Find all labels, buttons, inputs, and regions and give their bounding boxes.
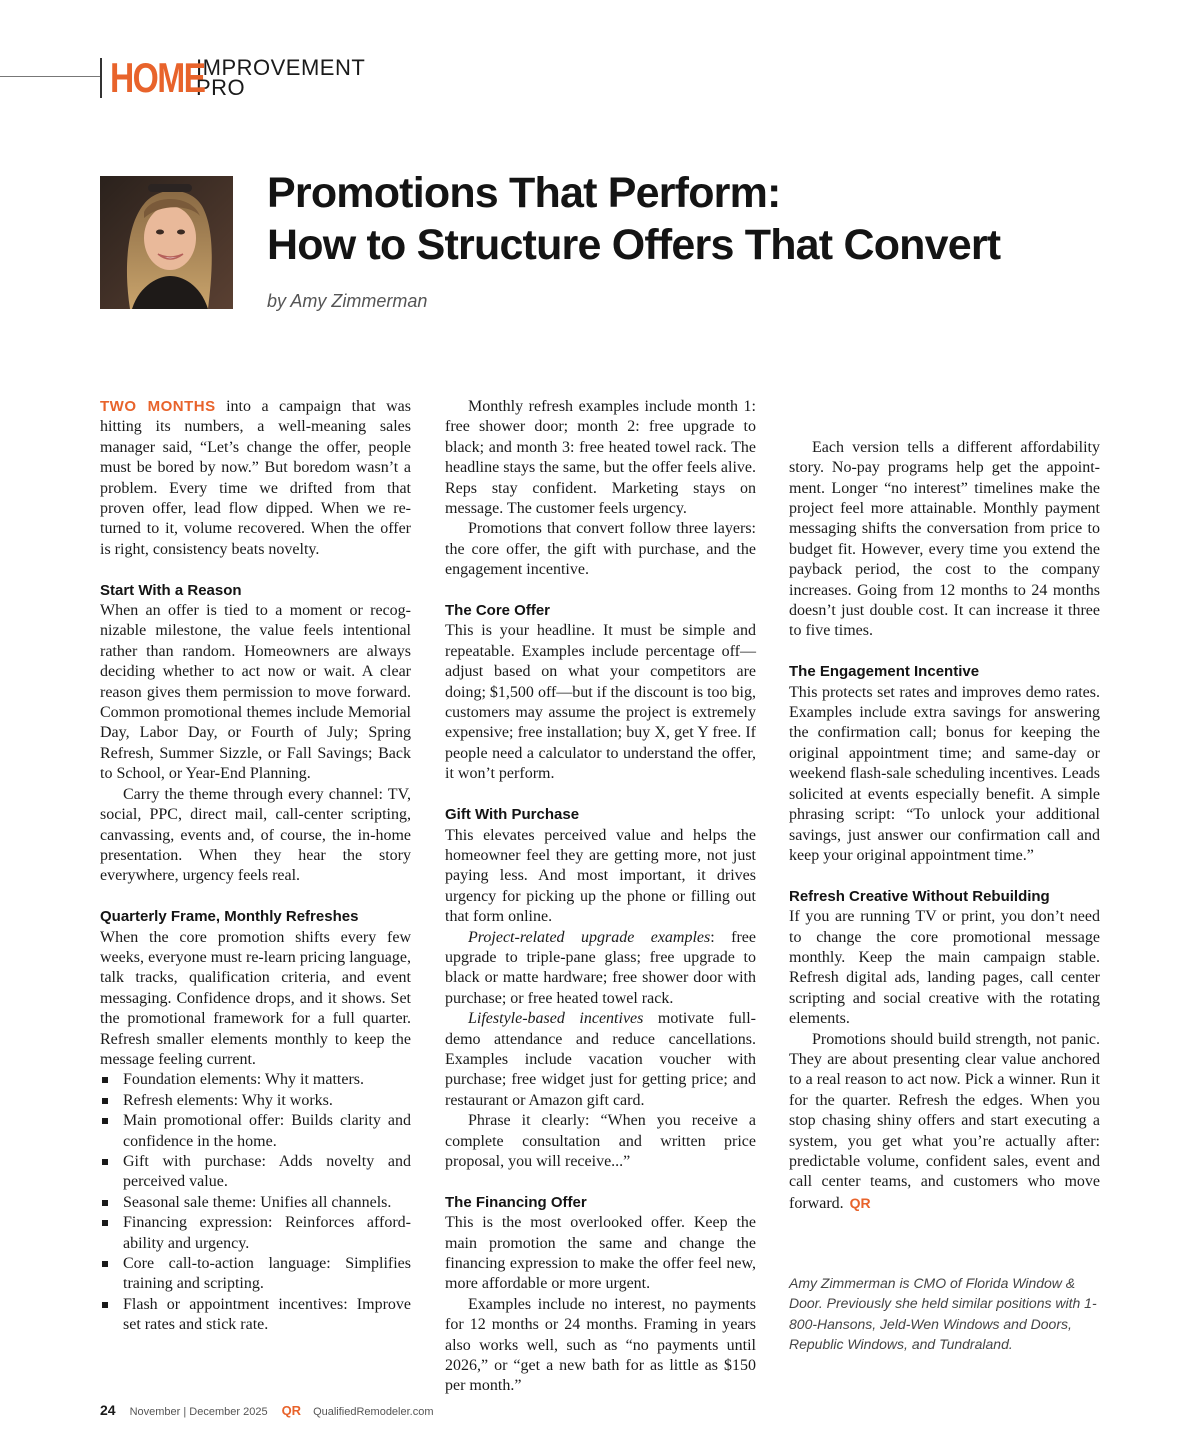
paragraph: Each version tells a different affordability story. No-pay programs help get the appointment. Longer “no interest” timelines make the project feel more attainable. Monthly payment messaging shifts the conversation from price to budget fit. However, every time you extend the payback period, the cost to the company increases. Going from 12 months to 24 months doesn’t just double cost. It can increase it three to five times. (789, 438, 1100, 640)
heading-gift-with-purchase: Gift With Purchase (445, 806, 580, 824)
author-bio: Amy Zimmerman is CMO of Florida Window & Door. Previously she held similar positions with 1-800-Hansons, Jeld-Wen Windows and Doors, Republic Windows, and Tundraland. (789, 1275, 1097, 1353)
paragraph-text: motivate full-demo attendance and reduce cancellations. Examples include vacation voucher with purchase; free widget just for getting price; and restaurant or Amazon gift card. (445, 1010, 757, 1109)
masthead-improvement: IMPROVEMENT (196, 55, 366, 80)
bullet-item: Main promotional offer: Builds clarity and confidence in the home. (100, 1111, 411, 1152)
paragraph: When an offer is tied to a moment or recognizable milestone, the value feels intentional rather than random. Homeowners are always deciding whether to act now or wait. A clear reason gives them permission to move forward. Common promotional themes include Memorial Day, Labor Day, or Fourth of July; Spring Refresh, Summer Sizzle, or Fall Savings; Back to School, or Year-End Planning. (100, 602, 411, 783)
heading-quarterly-frame: Quarterly Frame, Monthly Refreshes (100, 908, 359, 926)
site-url: QualifiedRemodeler.com (313, 1406, 434, 1418)
bullet-item: Flash or appointment incentives: Improve set rates and stick rate. (100, 1295, 411, 1336)
bullet-item: Refresh elements: Why it works. (100, 1091, 411, 1111)
paragraph: When the core promotion shifts every few weeks, everyone must re-learn pricing language, talk tracks, qualification criteria, and event messaging. Confidence drops, and it shows. Set the promotional framework for a full quarter. Refresh smaller elements monthly to keep the message feeling current. (100, 928, 411, 1068)
paragraph-text: : free upgrade to triple-pane glass; free upgrade to black or matte hardware; free shower door with purchase; or free heated towel rack. (445, 928, 756, 1007)
paragraph: Carry the theme through every channel: TV, social, PPC, direct mail, call-center scripting, canvassing, events and, of course, the in-home presentation. When they hear the story everywhere, urgency feels real. (100, 785, 411, 885)
paragraph (445, 928, 756, 1010)
article-title (267, 167, 1000, 271)
bullet-item: Core call-to-action language: Simplifies training and scripting. (100, 1254, 411, 1295)
end-mark: QR (849, 1194, 871, 1211)
title-line-2: How to Structure Offers That Convert (267, 221, 1001, 269)
intro-paragraph (100, 397, 411, 560)
paragraph: Monthly refresh examples include month 1: free shower door; month 2: free upgrade to black; and month 3: free heated towel rack. The headline stays the same, but the offer feels alive. Reps stay confident. Marketing stays on message. The customer feels urgency. (445, 398, 756, 518)
author-photo (100, 176, 233, 309)
page-number: 24 (100, 1402, 116, 1418)
paragraph (445, 1009, 756, 1111)
bullet-item: Foundation elements: Why it matters. (100, 1070, 411, 1090)
paragraph: This elevates perceived value and helps the homeowner feel they are getting more, not just paying less. And most important, it drives urgency for picking up the phone or filling out that form online. (445, 826, 756, 926)
masthead-home: HOME (110, 54, 205, 101)
heading-financing-offer: The Financing Offer (445, 1193, 587, 1211)
issue-date: November | December 2025 (129, 1406, 268, 1418)
bullet-list (100, 1070, 411, 1335)
column-2 (445, 397, 756, 1397)
heading-start-with-reason: Start With a Reason (100, 581, 242, 599)
bullet-item: Seasonal sale theme: Unifies all channels. (100, 1193, 411, 1213)
paragraph: Phrase it clearly: “When you receive a complete consultation and written price proposal, you will receive...” (445, 1112, 756, 1170)
bullet-item: Gift with purchase: Adds novelty and perceived value. (100, 1152, 411, 1193)
title-line-1: Promotions That Perform: (267, 169, 781, 217)
lead-in: TWO MONTHS (100, 398, 216, 415)
intro-text: into a campaign that was hitting its numbers, a well-meaning sales manager said, “Let’s change the offer, people must be bored by now.” But boredom wasn’t a problem. Every time we drifted from that proven offer, lead flow dipped. When we returned to it, volume recovered. When the offer is right, consistency beats novelty. (100, 398, 412, 558)
column-1 (100, 397, 411, 1336)
paragraph-text: Promotions should build strength, not panic. They are about presenting clear value anchored to a real reason to act now. Pick a winner. Run it for the quarter. Refresh the edges. When you stop chasing shiny offers and start executing a system, you get what you’re actually after: predictable volume, confident sales, event and call center teams, and customers who move forward. (789, 1030, 1100, 1212)
emphasis: Lifestyle-based incentives (468, 1010, 644, 1028)
bullet-item: Financing expression: Reinforces affordability and urgency. (100, 1213, 411, 1254)
paragraph: Promotions that convert follow three layers: the core offer, the gift with purchase, and the engagement incentive. (445, 520, 756, 579)
page-footer (100, 1402, 434, 1418)
masthead-pro: PRO (196, 75, 246, 100)
heading-refresh-creative: Refresh Creative Without Rebuilding (789, 887, 1050, 905)
paragraph: Examples include no interest, no payments for 12 months or 24 months. Framing in years also works well, such as “no payments until 2026,” or “get a new bath for as little as $150 per month.” (445, 1295, 756, 1395)
qr-logo: QR (281, 1403, 302, 1418)
column-3 (789, 397, 1100, 1214)
paragraph: This is the most overlooked offer. Keep the main promotion the same and change the financing expression to make the offer feel new, more affordable or more urgent. (445, 1214, 756, 1293)
emphasis: Project-related upgrade examples (468, 928, 711, 946)
masthead-bar (100, 58, 102, 98)
paragraph: If you are running TV or print, you don’t need to change the core promotional message monthly. Keep the main campaign stable. Refresh digital ads, landing pages, call center scripting and social creative with the rotating elements. (789, 908, 1100, 1028)
paragraph (789, 1030, 1100, 1215)
masthead-logo (100, 56, 365, 100)
paragraph: This is your headline. It must be simple and repeatable. Examples include percentage off—adjust based on what your competitors are doing; $1,500 off—but if the discount is too big, customers may assume the project is extremely expensive; free installation; buy X, get Y free. If people need a calculator to understand the offer, it won’t perform. (445, 622, 756, 783)
paragraph: This protects set rates and improves demo rates. Examples include extra savings for answering the confirmation call; bonus for keeping the original appointment time; and same-day or weekend flash-sale scheduling incentives. Leads solicited at events especially benefit. A simple phrasing script: “To unlock your additional savings, just answer our confirmation call and keep your original appointment time.” (789, 683, 1100, 864)
masthead-rule (0, 76, 100, 77)
byline: by Amy Zimmerman (267, 291, 428, 311)
heading-core-offer: The Core Offer (445, 602, 551, 620)
heading-engagement-incentive: The Engagement Incentive (789, 663, 980, 681)
